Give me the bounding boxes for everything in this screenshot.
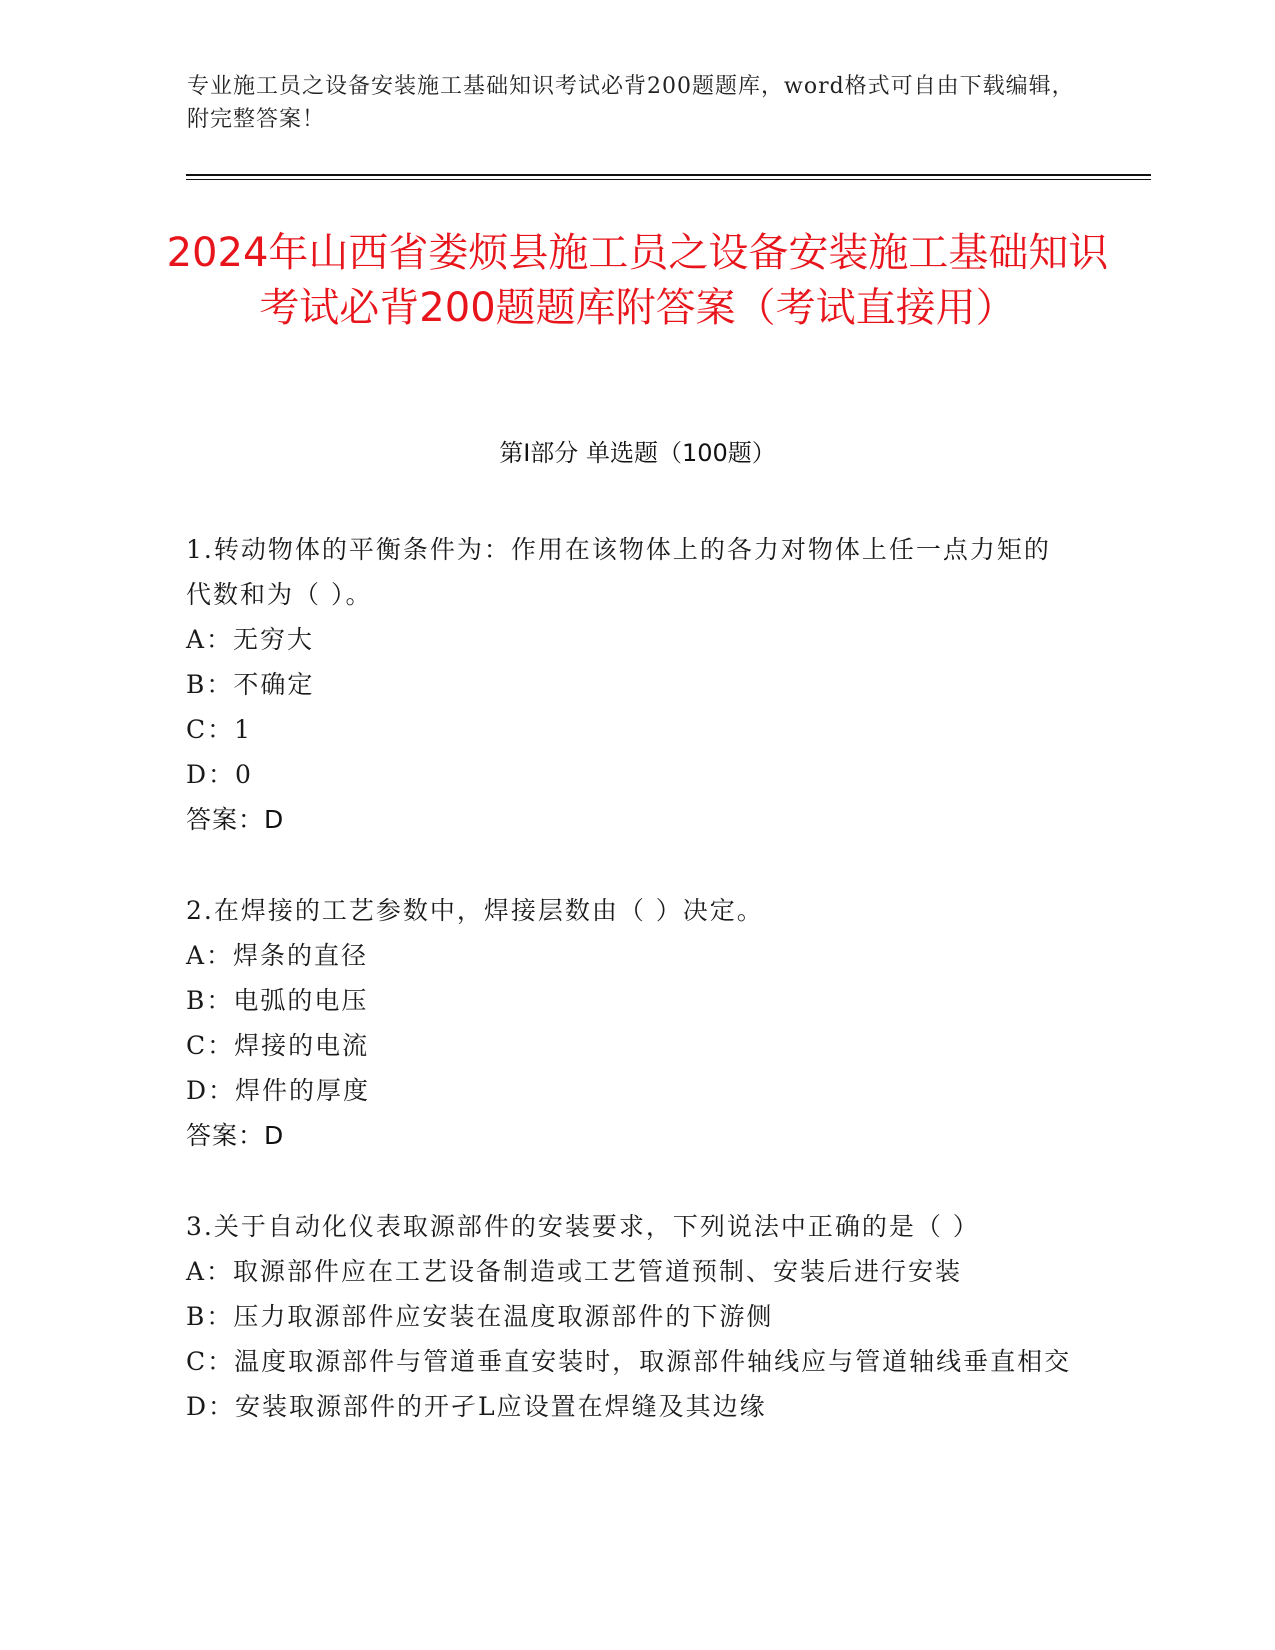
question-1 bbox=[186, 527, 1076, 842]
option-b: B：电弧的电压 bbox=[186, 986, 369, 1015]
option-b: B：压力取源部件应安装在温度取源部件的下游侧 bbox=[186, 1302, 774, 1331]
document-title: 2024年山西省娄烦县施工员之设备安装施工基础知识考试必背200题题库附答案（考试直接用） bbox=[166, 230, 1109, 331]
option-d: D：安装取源部件的开孑L应设置在焊缝及其边缘 bbox=[186, 1392, 767, 1421]
section-title: 第I部分 单选题（100题） bbox=[499, 439, 776, 467]
question-list bbox=[186, 527, 1076, 1475]
header-note: 专业施工员之设备安装施工基础知识考试必背200题题库，word格式可自由下载编辑，附完整答案！ bbox=[187, 74, 1075, 132]
question-3 bbox=[186, 1204, 1076, 1429]
option-c: C：温度取源部件与管道垂直安装时，取源部件轴线应与管道轴线垂直相交 bbox=[186, 1347, 1072, 1376]
option-d: D：焊件的厚度 bbox=[186, 1076, 371, 1105]
option-b: B：不确定 bbox=[186, 670, 315, 699]
option-a: A：取源部件应在工艺设备制造或工艺管道预制、安装后进行安装 bbox=[186, 1257, 963, 1286]
question-stem: 3.关于自动化仪表取源部件的安装要求，下列说法中正确的是（ ） bbox=[186, 1212, 980, 1241]
answer: 答案：D bbox=[186, 805, 285, 834]
question-2 bbox=[186, 888, 1076, 1158]
header-divider-thick bbox=[186, 174, 1151, 176]
option-a: A：无穷大 bbox=[186, 625, 315, 654]
answer: 答案：D bbox=[186, 1121, 285, 1150]
option-d: D：0 bbox=[186, 760, 253, 789]
question-stem: 2.在焊接的工艺参数中，焊接层数由（ ）决定。 bbox=[186, 896, 764, 925]
option-a: A：焊条的直径 bbox=[186, 941, 369, 970]
option-c: C：1 bbox=[186, 715, 253, 744]
option-c: C：焊接的电流 bbox=[186, 1031, 370, 1060]
question-stem: 1.转动物体的平衡条件为：作用在该物体上的各力对物体上任一点力矩的代数和为（ ）。 bbox=[186, 535, 1051, 609]
header-divider-thin bbox=[186, 179, 1151, 180]
